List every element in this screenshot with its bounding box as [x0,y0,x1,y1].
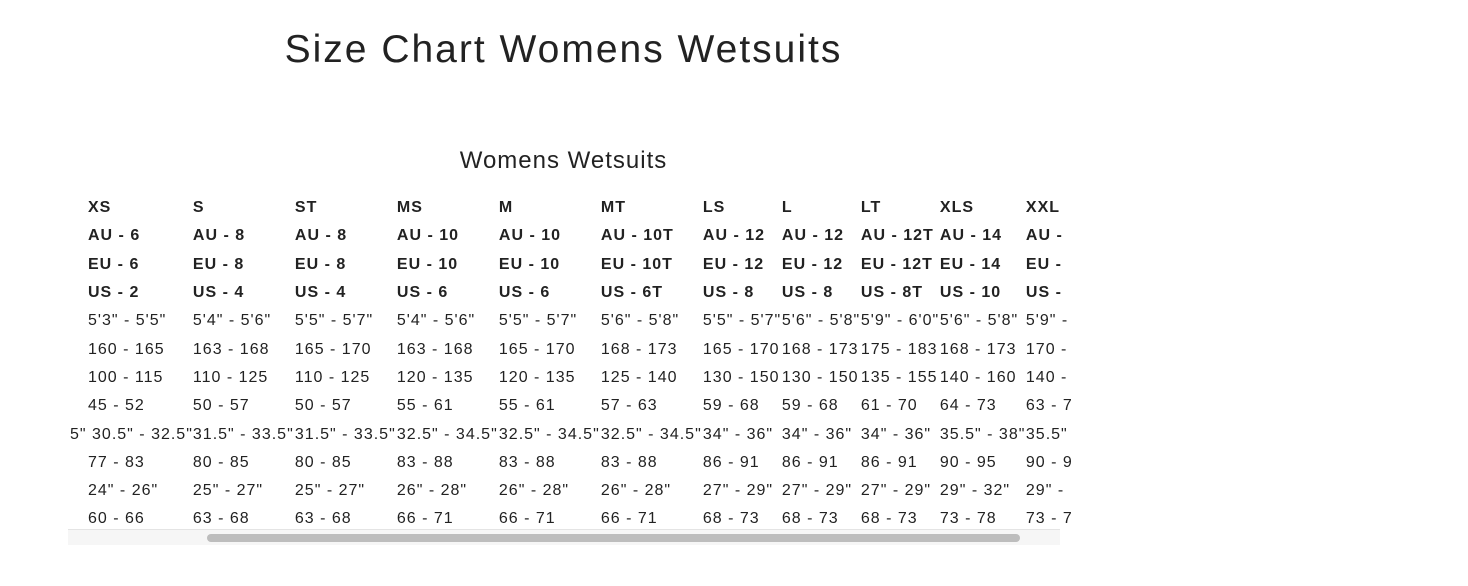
table-cell: 35.5" [1025,425,1068,443]
table-row [68,222,1106,250]
table-cell: 31.5" - 33.5" [294,425,396,443]
table-cell: 63 - 68 [294,510,352,528]
table-cell: 57 - 63 [600,397,658,415]
table-cell: 68 - 73 [860,510,918,528]
table-cell: 5'4" - 5'6" [396,312,476,330]
table-cell: AU - 8 [294,227,348,245]
table-cell: 59 - 68 [702,397,760,415]
table-cell: 168 - 173 [939,340,1017,358]
table-cell: XLS [939,199,975,217]
table-cell: 110 - 125 [192,368,269,386]
table-cell: 60 - 66 [88,510,145,528]
table-row [68,449,1106,477]
table-cell: XXL [1025,199,1061,217]
table-cell: 100 - 115 [88,368,164,386]
table-cell: M [498,199,514,217]
table-cell: 83 - 88 [498,453,556,471]
table-cell: 63 - 68 [192,510,250,528]
table-cell: 135 - 155 [860,368,938,386]
table-cell: EU - 12 [781,255,844,273]
table-cell: 26" - 28" [600,482,672,500]
table-cell: 83 - 88 [600,453,658,471]
size-table-scroll [68,194,1468,534]
table-cell: EU - 14 [939,255,1002,273]
table-cell: US - 6 [396,284,449,302]
table-cell: 170 - [1025,340,1068,358]
table-cell: AU - 12T [860,227,934,245]
table-cell: 26" - 28" [396,482,468,500]
table-cell: 34" - 36" [860,425,932,443]
table-cell: EU - [1025,255,1062,273]
table-cell: 5'5" - 5'7" [294,312,374,330]
table-cell: US - 4 [294,284,347,302]
size-table-body [68,194,1106,534]
table-cell: 63 - 7 [1025,397,1073,415]
horizontal-scrollbar[interactable] [68,529,1060,545]
table-cell: 26" - 28" [498,482,570,500]
table-cell: 86 - 91 [702,453,760,471]
table-cell: 31.5" - 33.5" [192,425,294,443]
table-cell: 66 - 71 [396,510,454,528]
table-cell: 27" - 29" [781,482,853,500]
table-row [68,251,1106,279]
table-cell: US - [1025,284,1062,302]
table-cell: 130 - 150 [702,368,780,386]
table-cell: 168 - 173 [600,340,678,358]
table-cell: 32.5" - 34.5" [600,425,702,443]
table-cell: EU - 10T [600,255,673,273]
table-cell: 86 - 91 [781,453,839,471]
table-cell: 90 - 95 [939,453,997,471]
table-cell: L [781,199,793,217]
table-cell: 55 - 61 [396,397,454,415]
page-title: Size Chart Womens Wetsuits [284,28,843,71]
table-cell: ST [294,199,318,217]
table-cell: 80 - 85 [294,453,352,471]
table-cell: 160 - 165 [88,340,165,358]
table-cell: S [192,199,205,217]
table-cell: 175 - 183 [860,340,938,358]
table-row [68,279,1106,307]
table-cell: 55 - 61 [498,397,556,415]
table-cell: AU - 10T [600,227,674,245]
table-cell: MT [600,199,626,217]
table-cell: AU - 10 [396,227,460,245]
table-row [68,477,1106,505]
table-cell: 24" - 26" [88,482,159,500]
table-cell: EU - 10 [396,255,459,273]
table-cell: 61 - 70 [860,397,918,415]
table-cell: AU - 10 [498,227,562,245]
table-title: Womens Wetsuits [459,147,668,174]
table-cell: 66 - 71 [498,510,556,528]
table-cell: 140 - 160 [939,368,1017,386]
table-cell: 59 - 68 [781,397,839,415]
table-cell: 5'5" - 5'7" [498,312,578,330]
table-cell: 125 - 140 [600,368,678,386]
table-cell: AU - 12 [781,227,845,245]
table-cell: MS [396,199,423,217]
table-cell: 130 - 150 [781,368,859,386]
table-cell: 29" - 32" [939,482,1011,500]
table-cell: 50 - 57 [294,397,352,415]
table-row [68,392,1106,420]
table-row [68,420,1106,448]
table-cell: AU - [1025,227,1063,245]
table-cell: 5'4" - 5'6" [192,312,272,330]
table-cell: EU - 8 [192,255,245,273]
table-cell: LT [860,199,882,217]
table-cell: US - 2 [88,284,140,302]
table-cell: 163 - 168 [192,340,270,358]
size-table [68,194,1106,534]
table-cell: 5'6" - 5'8" [781,312,861,330]
table-cell: 5'9" - [1025,312,1069,330]
table-row [68,307,1106,335]
table-cell: 77 - 83 [88,453,145,471]
table-cell: 68 - 73 [702,510,760,528]
table-cell: EU - 10 [498,255,561,273]
table-cell: 5'3" - 5'5" [88,312,167,330]
table-cell: 165 - 170 [498,340,576,358]
table-cell: 5" 30.5" - 32.5" [70,425,193,443]
table-cell: AU - 14 [939,227,1003,245]
table-cell: LS [702,199,726,217]
table-cell: 66 - 71 [600,510,658,528]
table-cell: AU - 6 [88,227,141,245]
table-cell: 86 - 91 [860,453,918,471]
table-cell: 68 - 73 [781,510,839,528]
table-cell: US - 8 [702,284,755,302]
table-cell: 32.5" - 34.5" [396,425,498,443]
table-cell: US - 4 [192,284,245,302]
table-cell: 25" - 27" [192,482,264,500]
table-cell: 35.5" - 38" [939,425,1026,443]
table-cell: 5'6" - 5'8" [939,312,1019,330]
table-cell: 168 - 173 [781,340,859,358]
table-cell: XS [88,199,112,217]
table-cell: US - 6T [600,284,664,302]
table-cell: 25" - 27" [294,482,366,500]
table-cell: 27" - 29" [860,482,932,500]
table-cell: 5'5" - 5'7" [702,312,782,330]
table-cell: 29" - [1025,482,1065,500]
table-cell: US - 8T [860,284,924,302]
table-cell: AU - 12 [702,227,766,245]
table-cell: 120 - 135 [498,368,576,386]
table-cell: 5'6" - 5'8" [600,312,680,330]
table-cell: 140 - [1025,368,1068,386]
table-cell: 165 - 170 [294,340,372,358]
table-cell: US - 10 [939,284,1002,302]
table-cell: 163 - 168 [396,340,474,358]
table-cell: 32.5" - 34.5" [498,425,600,443]
table-cell: 50 - 57 [192,397,250,415]
table-cell: 73 - 78 [939,510,997,528]
table-cell: 120 - 135 [396,368,474,386]
size-table-viewport[interactable] [68,194,1073,530]
table-cell: 80 - 85 [192,453,250,471]
table-row [68,364,1106,392]
table-cell: 83 - 88 [396,453,454,471]
table-cell: EU - 12T [860,255,933,273]
table-row [68,335,1106,363]
table-cell: 34" - 36" [702,425,774,443]
table-cell: US - 8 [781,284,834,302]
table-cell: US - 6 [498,284,551,302]
table-cell: EU - 6 [88,255,140,273]
table-cell: 45 - 52 [88,397,145,415]
table-cell: EU - 8 [294,255,347,273]
scrollbar-thumb[interactable] [207,534,1020,542]
table-cell: 73 - 7 [1025,510,1073,528]
table-cell: 64 - 73 [939,397,997,415]
table-cell: 165 - 170 [702,340,780,358]
table-row [68,194,1106,222]
table-cell: AU - 8 [192,227,246,245]
table-cell: 110 - 125 [294,368,371,386]
table-cell: 34" - 36" [781,425,853,443]
table-cell: 5'9" - 6'0" [860,312,940,330]
table-cell: EU - 12 [702,255,765,273]
table-cell: 27" - 29" [702,482,774,500]
table-cell: 90 - 9 [1025,453,1073,471]
